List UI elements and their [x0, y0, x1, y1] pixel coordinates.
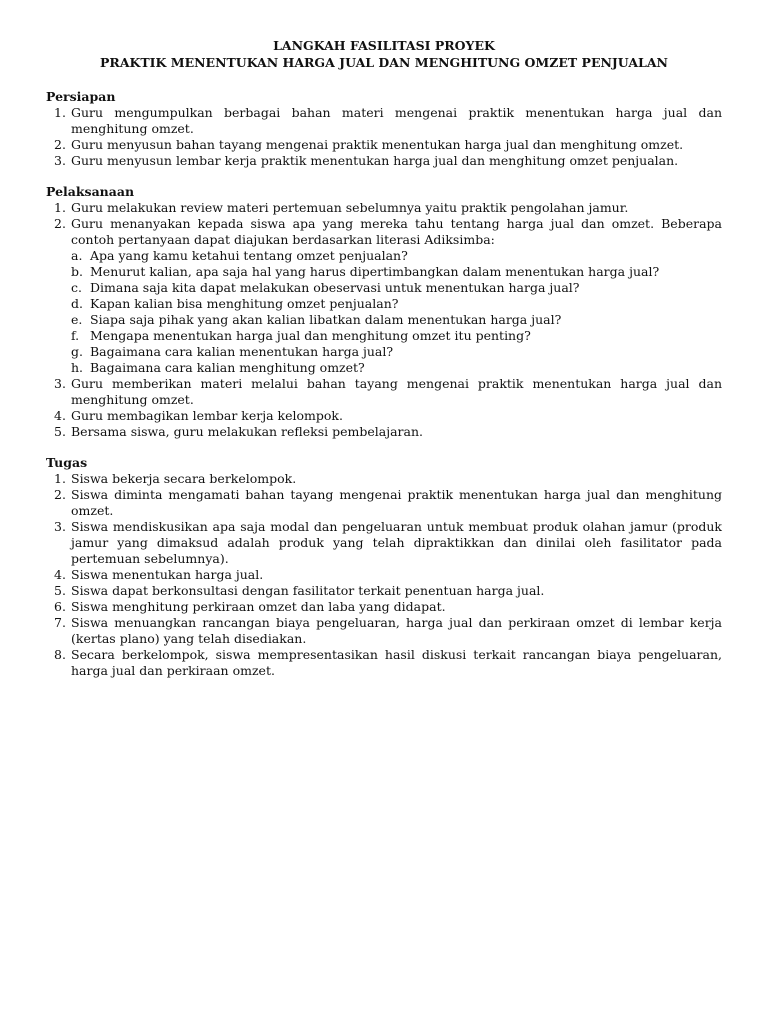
sub-list-item [71, 344, 722, 360]
item-text: Guru menyusun lembar kerja praktik menentukan harga jual dan menghitung omzet penjualan. [71, 153, 679, 168]
item-text: Siswa menentukan harga jual. [71, 567, 264, 582]
item-number: 8. [54, 647, 66, 662]
list-item [46, 471, 722, 487]
section-heading: Persiapan [46, 89, 116, 104]
document-title-line1: LANGKAH FASILITASI PROYEK [273, 38, 495, 53]
sub-list-item [71, 296, 722, 312]
item-number: 2. [54, 137, 66, 152]
sub-item-marker: e. [71, 312, 83, 327]
list-item [46, 567, 722, 583]
list-item [46, 583, 722, 599]
item-number: 5. [54, 583, 66, 598]
list-item [46, 424, 722, 440]
item-text: Siswa dapat berkonsultasi dengan fasilitator terkait penentuan harga jual. [71, 583, 545, 598]
list-item [46, 647, 722, 679]
item-number: 3. [54, 153, 66, 168]
item-text: Secara berkelompok, siswa mempresentasikan hasil diskusi terkait rancangan biaya pengeluaran, harga jual dan perkiraan omzet. [71, 647, 722, 678]
sub-item-text: Apa yang kamu ketahui tentang omzet penjualan? [90, 248, 408, 263]
item-number: 7. [54, 615, 66, 630]
section-heading: Pelaksanaan [46, 184, 135, 199]
item-text: Siswa mendiskusikan apa saja modal dan pengeluaran untuk membuat produk olahan jamur (produk jamur yang dimaksud adalah produk yang telah dipraktikkan dan dinilai oleh fasilitator pada pertemuan sebelumnya). [71, 519, 722, 566]
sub-item-marker: f. [71, 328, 80, 343]
step-list [46, 105, 722, 169]
item-number: 1. [54, 471, 66, 486]
section-persiapan [46, 89, 722, 169]
item-number: 1. [54, 105, 66, 120]
item-text: Siswa diminta mengamati bahan tayang mengenai praktik menentukan harga jual dan menghitung omzet. [71, 487, 722, 518]
item-number: 2. [54, 487, 66, 502]
sub-item-marker: h. [71, 360, 84, 375]
item-text: Guru membagikan lembar kerja kelompok. [71, 408, 343, 423]
item-text: Siswa menghitung perkiraan omzet dan laba yang didapat. [71, 599, 446, 614]
item-number: 6. [54, 599, 66, 614]
section-tugas [46, 455, 722, 679]
item-number: 4. [54, 408, 66, 423]
sub-list-item [71, 264, 722, 280]
sub-item-marker: b. [71, 264, 83, 279]
sub-item-marker: d. [71, 296, 83, 311]
sub-list-item [71, 328, 722, 344]
list-item [46, 216, 722, 376]
section-heading: Tugas [46, 455, 88, 470]
sub-list-item [71, 312, 722, 328]
list-item [46, 599, 722, 615]
item-number: 5. [54, 424, 66, 439]
list-item [46, 137, 722, 153]
item-number: 3. [54, 519, 66, 534]
list-item [46, 615, 722, 647]
item-number: 4. [54, 567, 66, 582]
list-item [46, 408, 722, 424]
sub-item-marker: g. [71, 344, 83, 359]
item-text: Siswa menuangkan rancangan biaya pengeluaran, harga jual dan perkiraan omzet di lembar kerja (kertas plano) yang telah disediakan. [71, 615, 722, 646]
question-list [71, 248, 722, 376]
item-text: Guru menanyakan kepada siswa apa yang mereka tahu tentang harga jual dan omzet. Beberapa contoh pertanyaan dapat diajukan berdasarkan literasi Adiksimba: [71, 216, 722, 247]
item-number: 1. [54, 200, 66, 215]
item-text: Bersama siswa, guru melakukan refleksi pembelajaran. [71, 424, 424, 439]
sub-item-marker: c. [71, 280, 82, 295]
item-text: Guru menyusun bahan tayang mengenai praktik menentukan harga jual dan menghitung omzet. [71, 137, 684, 152]
sub-item-text: Kapan kalian bisa menghitung omzet penjualan? [90, 296, 399, 311]
list-item [46, 376, 722, 408]
item-text: Guru memberikan materi melalui bahan tayang mengenai praktik menentukan harga jual dan menghitung omzet. [71, 376, 722, 407]
list-item [46, 105, 722, 137]
sub-item-text: Bagaimana cara kalian menentukan harga jual? [90, 344, 394, 359]
step-list [46, 200, 722, 440]
sub-list-item [71, 248, 722, 264]
item-number: 3. [54, 376, 66, 391]
sub-item-text: Mengapa menentukan harga jual dan menghitung omzet itu penting? [90, 328, 531, 343]
sub-list-item [71, 280, 722, 296]
item-number: 2. [54, 216, 66, 231]
sub-item-text: Siapa saja pihak yang akan kalian libatkan dalam menentukan harga jual? [90, 312, 562, 327]
list-item [46, 200, 722, 216]
list-item [46, 519, 722, 567]
list-item [46, 487, 722, 519]
sub-item-marker: a. [71, 248, 83, 263]
document-title-line2: PRAKTIK MENENTUKAN HARGA JUAL DAN MENGHITUNG OMZET PENJUALAN [100, 55, 668, 70]
item-text: Siswa bekerja secara berkelompok. [71, 471, 297, 486]
sub-item-text: Menurut kalian, apa saja hal yang harus dipertimbangkan dalam menentukan harga jual? [90, 264, 660, 279]
step-list [46, 471, 722, 679]
sub-list-item [71, 360, 722, 376]
list-item [46, 153, 722, 169]
section-pelaksanaan [46, 184, 722, 440]
item-text: Guru mengumpulkan berbagai bahan materi mengenai praktik menentukan harga jual dan menghitung omzet. [71, 105, 722, 136]
sub-item-text: Dimana saja kita dapat melakukan obeservasi untuk menentukan harga jual? [90, 280, 580, 295]
sub-item-text: Bagaimana cara kalian menghitung omzet? [90, 360, 365, 375]
item-text: Guru melakukan review materi pertemuan sebelumnya yaitu praktik pengolahan jamur. [71, 200, 629, 215]
